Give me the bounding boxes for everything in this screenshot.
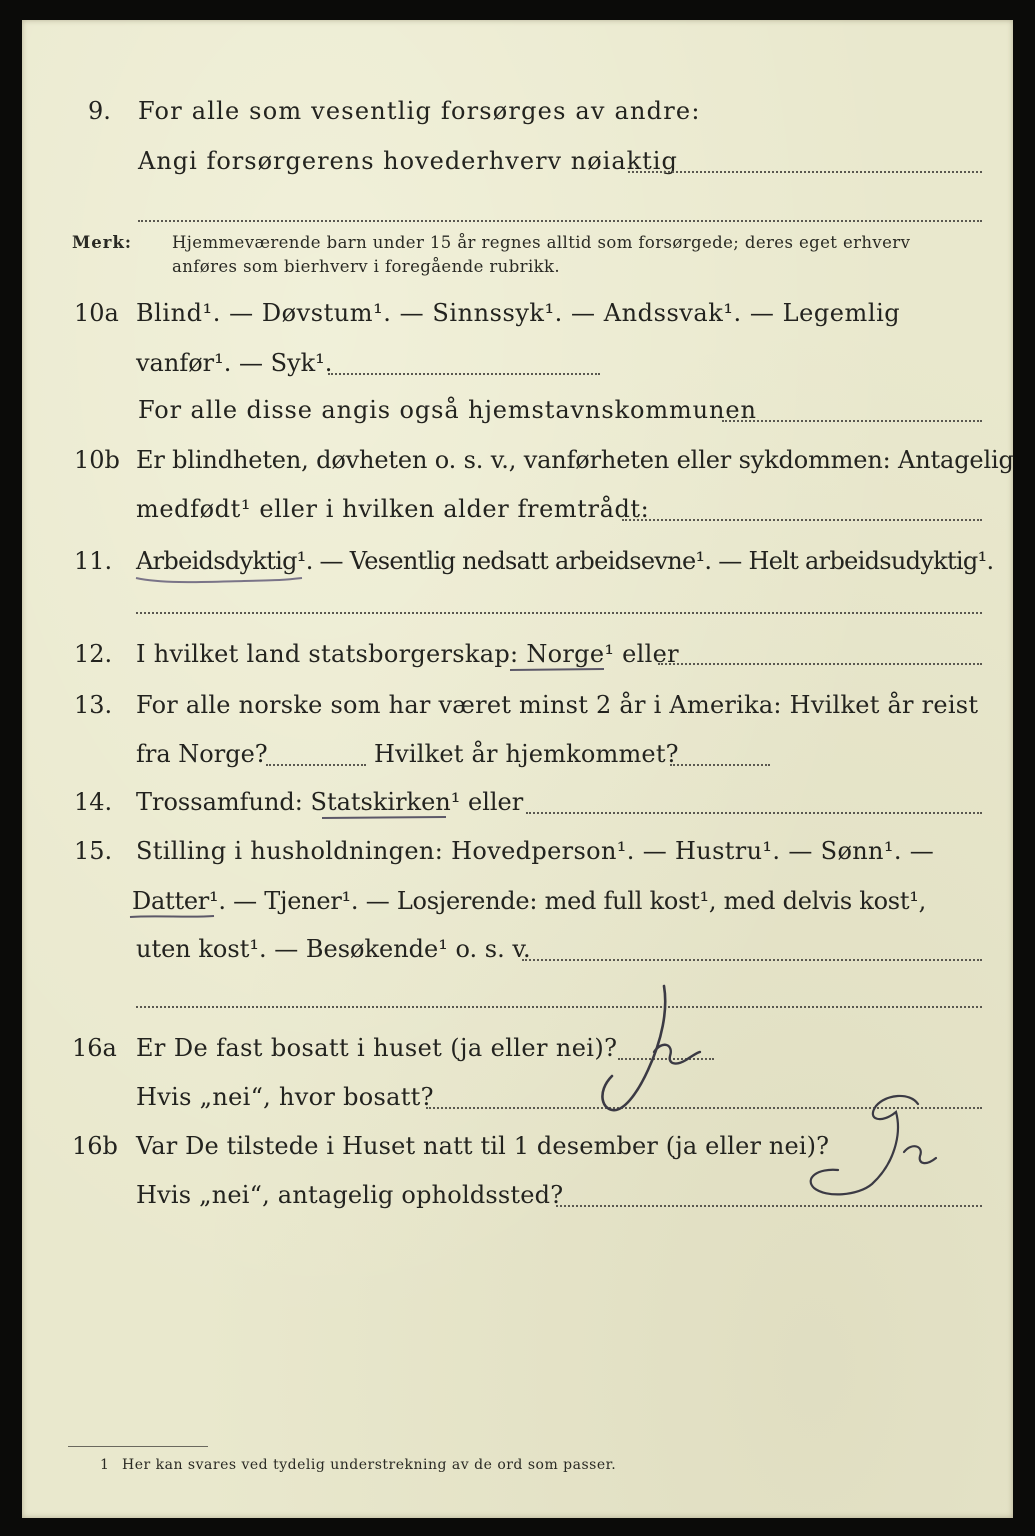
question-15-line3: uten kost¹. — Besøkende¹ o. s. v. (136, 935, 531, 963)
answer-line-10a-kommune[interactable] (722, 420, 982, 422)
merk-line1: Hjemmeværende barn under 15 år regnes alltid som forsørgede; deres eget erhverv (172, 233, 911, 252)
question-13-number: 13. (74, 691, 113, 719)
question-15-line1: Stilling i husholdningen: Hovedperson¹. — Hustru¹. — Sønn¹. — (136, 837, 935, 865)
question-11-number: 11. (74, 547, 113, 575)
answer-line-14[interactable] (526, 812, 982, 814)
answer-line-15b[interactable] (136, 1006, 982, 1008)
footnote-text: Her kan svares ved tydelig understrekning av de ord som passer. (122, 1457, 617, 1473)
question-15-line2: Datter¹. — Tjener¹. — Losjerende: med full kost¹, med delvis kost¹, (132, 887, 927, 915)
answer-line-15a[interactable] (522, 959, 982, 961)
question-13-line2b: Hvilket år hjemkommet? (374, 740, 679, 768)
answer-line-16b[interactable] (556, 1205, 982, 1207)
question-12-number: 12. (74, 640, 113, 668)
answer-line-11[interactable] (136, 612, 982, 614)
handwritten-underline-datter (128, 912, 218, 922)
question-10a-line3: For alle disse angis også hjemstavnskommunen (138, 396, 757, 424)
answer-line-9b[interactable] (138, 220, 982, 222)
question-16a-line2: Hvis „nei“, hvor bosatt? (136, 1083, 434, 1111)
question-16a-line1: Er De fast bosatt i huset (ja eller nei)? (136, 1034, 618, 1062)
answer-line-10a[interactable] (328, 373, 600, 375)
question-16b-number: 16b (72, 1132, 118, 1160)
census-form-page (22, 20, 1013, 1518)
question-10b-number: 10b (74, 446, 120, 474)
answer-line-10b[interactable] (622, 519, 982, 521)
handwritten-underline-arbeidsdyktig (134, 570, 304, 586)
footnote-mark: 1 (100, 1457, 109, 1473)
question-15-number: 15. (74, 837, 113, 865)
answer-line-12[interactable] (658, 663, 982, 665)
handwritten-answer-16b (802, 1088, 942, 1198)
question-9-line1: For alle som vesentlig forsørges av andre: (138, 97, 701, 125)
answer-line-9a[interactable] (628, 171, 982, 173)
question-12-line1: I hvilket land statsborgerskap: Norge¹ eller (136, 640, 679, 668)
footnote-rule (68, 1446, 208, 1447)
question-14-number: 14. (74, 788, 113, 816)
question-10a-number: 10a (74, 299, 119, 327)
question-16b-line2: Hvis „nei“, antagelig opholdssted? (136, 1181, 564, 1209)
question-10b-line1: Er blindheten, døvheten o. s. v., vanførheten eller sykdommen: Antagelig (136, 446, 1014, 474)
answer-line-13-hjemkommet[interactable] (670, 764, 770, 766)
question-9-line2: Angi forsørgerens hovederhverv nøiaktig (138, 147, 678, 175)
merk-label: Merk: (72, 233, 132, 252)
question-16a-number: 16a (72, 1034, 117, 1062)
question-9-number: 9. (88, 97, 111, 125)
handwritten-underline-statskirken (320, 813, 450, 823)
question-11-line1: Arbeidsdyktig¹. — Vesentlig nedsatt arbeidsevne¹. — Helt arbeidsudyktig¹. (136, 547, 994, 575)
question-10b-line2: medfødt¹ eller i hvilken alder fremtrådt: (136, 495, 650, 523)
question-10a-line2: vanfør¹. — Syk¹. (136, 349, 333, 377)
question-13-line1: For alle norske som har været minst 2 år i Amerika: Hvilket år reist (136, 691, 979, 719)
question-10a-line1: Blind¹. — Døvstum¹. — Sinnssyk¹. — Andssvak¹. — Legemlig (136, 299, 901, 327)
question-16b-line1: Var De tilstede i Huset natt til 1 desember (ja eller nei)? (136, 1132, 830, 1160)
handwritten-answer-16a (582, 980, 712, 1120)
merk-line2: anføres som bierhverv i foregående rubrikk. (172, 257, 561, 276)
question-14-line1: Trossamfund: Statskirken¹ eller (136, 788, 524, 816)
question-13-line2a: fra Norge? (136, 740, 268, 768)
handwritten-underline-norge (508, 665, 608, 675)
answer-line-13-reist[interactable] (266, 764, 366, 766)
